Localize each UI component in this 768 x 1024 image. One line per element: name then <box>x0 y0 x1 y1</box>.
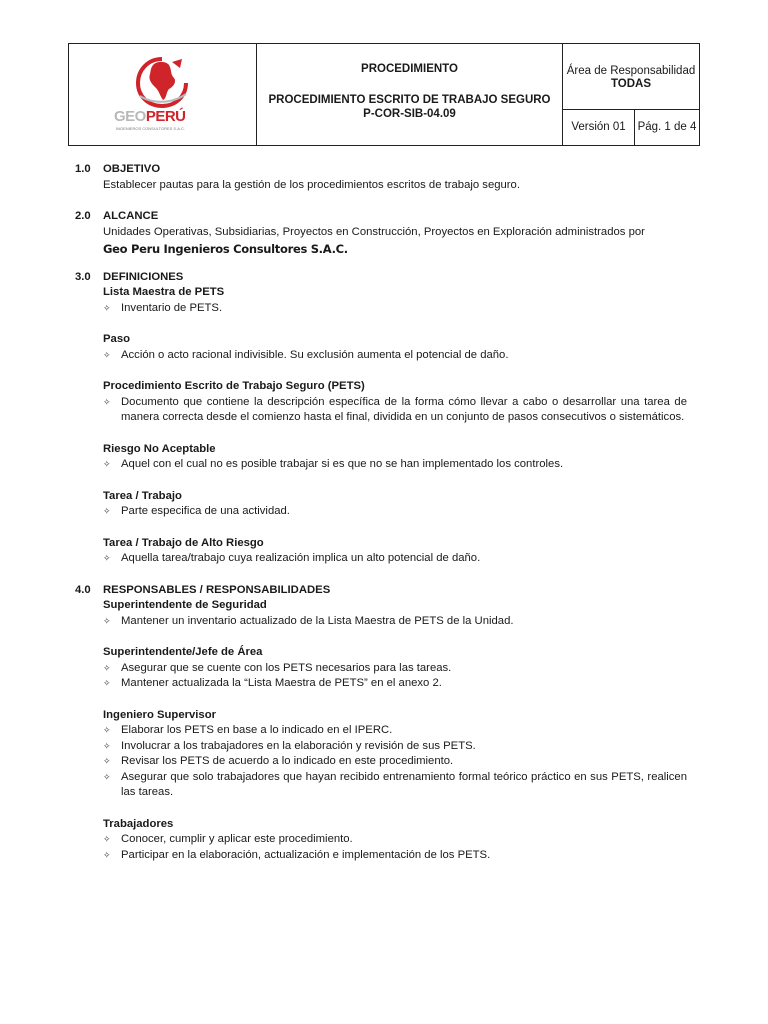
responsibility-item: ✧ Asegurar que se cuente con los PETS necesarios para las tareas. <box>103 661 687 677</box>
section-alcance-heading <box>75 209 687 225</box>
section-number: 1.0 <box>75 163 91 175</box>
role-title: Superintendente de Seguridad <box>103 599 267 611</box>
diamond-bullet-icon: ✧ <box>103 459 111 469</box>
document-body <box>75 162 687 863</box>
section-responsables-heading <box>75 583 687 599</box>
diamond-bullet-icon: ✧ <box>103 553 111 563</box>
section-number: 2.0 <box>75 210 91 222</box>
responsibility-item: ✧ Mantener un inventario actualizado de la Lista Maestra de PETS de la Unidad. <box>103 614 687 630</box>
section-number: 4.0 <box>75 583 91 596</box>
area-row <box>563 44 699 110</box>
diamond-bullet-icon: ✧ <box>103 771 111 782</box>
responsibility-item: ✧ Elaborar los PETS en base a lo indicado en el IPERC. <box>103 723 687 739</box>
diamond-bullet-icon: ✧ <box>103 756 111 766</box>
definition-item: ✧ Inventario de PETS. <box>103 301 687 317</box>
diamond-bullet-icon: ✧ <box>103 725 111 735</box>
diamond-bullet-icon: ✧ <box>103 662 111 673</box>
logo-tagline: INGENIEROS CONSULTORES S.A.C. <box>116 126 185 131</box>
responsibility-item: ✧ Involucrar a los trabajadores en la elaboración y revisión de sus PETS. <box>103 739 687 755</box>
section-title: OBJETIVO <box>103 163 161 175</box>
diamond-bullet-icon: ✧ <box>103 740 111 751</box>
definition-term: Procedimiento Escrito de Trabajo Seguro (PETS) <box>103 380 365 392</box>
diamond-bullet-icon: ✧ <box>103 849 111 860</box>
logo-cell <box>69 44 257 145</box>
definition-item: ✧ Aquella tarea/trabajo cuya realización implica un alto potencial de daño. <box>103 551 687 567</box>
doc-code: P-COR-SIB-04.09 <box>363 108 456 120</box>
company-name: Geo Peru Ingenieros Consultores S.A.C. <box>103 242 348 256</box>
section-definiciones-heading <box>75 270 687 286</box>
globe-map-icon <box>132 56 192 108</box>
role-title: Trabajadores <box>103 817 174 830</box>
diamond-bullet-icon: ✧ <box>103 349 111 360</box>
title-cell <box>257 44 563 145</box>
objetivo-text: Establecer pautas para la gestión de los procedimientos escritos de trabajo seguro. <box>103 178 520 191</box>
role-title: Superintendente/Jefe de Área <box>103 646 263 658</box>
area-label: Área de Responsabilidad <box>566 65 696 77</box>
diamond-bullet-icon: ✧ <box>103 506 111 516</box>
version-label: Versión 01 <box>563 110 635 145</box>
section-title: ALCANCE <box>103 210 159 222</box>
version-row <box>563 110 699 145</box>
area-value: TODAS <box>610 78 652 90</box>
doc-type: PROCEDIMIENTO <box>361 63 458 75</box>
meta-cell <box>563 44 699 145</box>
definition-term: Tarea / Trabajo <box>103 489 182 502</box>
section-objetivo-heading <box>75 162 687 178</box>
definition-term: Riesgo No Aceptable <box>103 442 216 455</box>
definition-term: Tarea / Trabajo de Alto Riesgo <box>103 536 264 549</box>
responsibility-item: ✧ Participar en la elaboración, actualización e implementación de los PETS. <box>103 848 687 864</box>
diamond-bullet-icon: ✧ <box>103 615 111 626</box>
role-title: Ingeniero Supervisor <box>103 708 216 721</box>
document-header <box>68 43 700 146</box>
diamond-bullet-icon: ✧ <box>103 834 111 844</box>
definition-item: ✧ Parte especifica de una actividad. <box>103 504 687 520</box>
geoperu-logo <box>114 56 214 132</box>
logo-wordmark: GEOPERÚ <box>114 108 186 125</box>
definition-term: Paso <box>103 333 131 345</box>
section-number: 3.0 <box>75 270 91 283</box>
doc-title: PROCEDIMIENTO ESCRITO DE TRABAJO SEGURO <box>268 94 551 106</box>
responsibility-item: ✧ Conocer, cumplir y aplicar este procedimiento. <box>103 832 687 848</box>
responsibility-item: ✧ Asegurar que solo trabajadores que hayan recibido entrenamiento formal teórico práctico en sus PETS, realicen las tareas. <box>103 770 687 801</box>
definition-item: ✧ Acción o acto racional indivisible. Su exclusión aumenta el potencial de daño. <box>103 348 687 364</box>
section-title: DEFINICIONES <box>103 270 184 283</box>
responsibility-item: ✧ Revisar los PETS de acuerdo a lo indicado en este procedimiento. <box>103 754 687 770</box>
page-label: Pág. 1 de 4 <box>637 121 697 133</box>
definition-term: Lista Maestra de PETS <box>103 286 225 298</box>
section-title: RESPONSABLES / RESPONSABILIDADES <box>103 583 331 596</box>
responsibility-item: ✧ Mantener actualizada la “Lista Maestra de PETS” en el anexo 2. <box>103 676 687 692</box>
alcance-text: Unidades Operativas, Subsidiarias, Proyectos en Construcción, Proyectos en Exploración administrados por <box>103 225 645 238</box>
diamond-bullet-icon: ✧ <box>103 302 111 313</box>
diamond-bullet-icon: ✧ <box>103 678 111 688</box>
diamond-bullet-icon: ✧ <box>103 396 111 407</box>
definition-item: ✧ Documento que contiene la descripción específica de la forma cómo llevar a cabo o desarrollar una tarea de manera correcta desde el comienzo hasta el final, dividida en un conjunto de pasos consecutivos o sistemáticos. <box>103 395 687 426</box>
definition-item: ✧ Aquel con el cual no es posible trabajar si es que no se han implementado los controles. <box>103 457 687 473</box>
